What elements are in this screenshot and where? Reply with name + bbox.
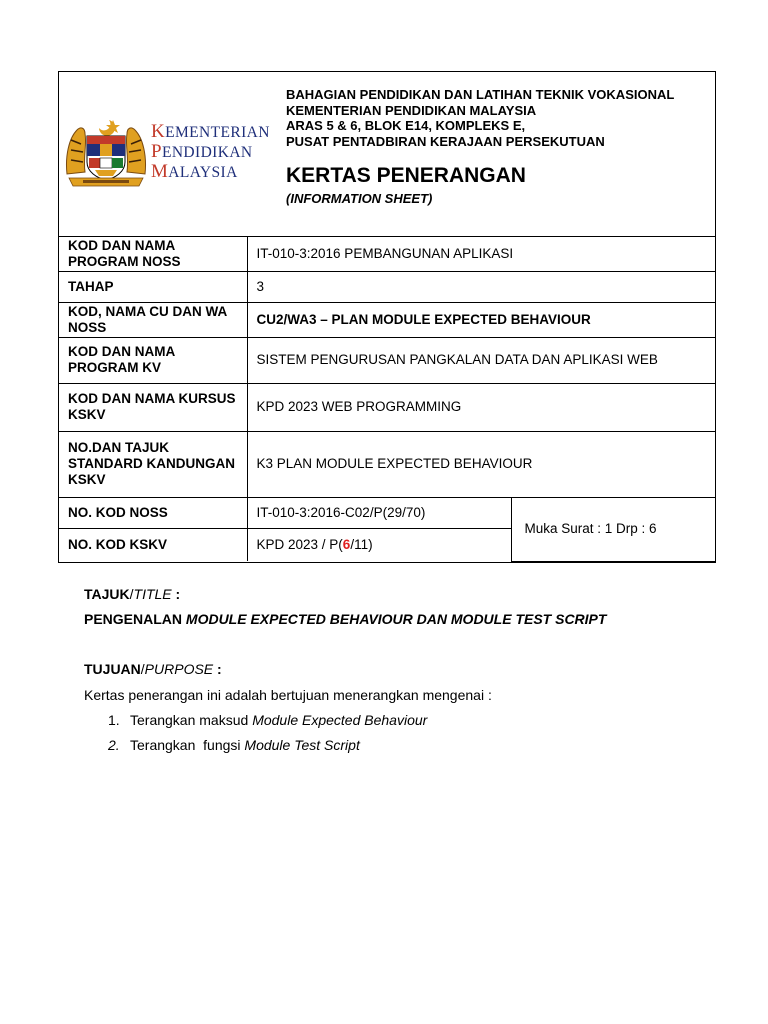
kskv-code-value <box>247 528 511 561</box>
row-label: KOD DAN NAMA PROGRAM NOSS <box>59 237 247 271</box>
title-colon: : <box>171 586 181 602</box>
row-value: 3 <box>247 271 715 302</box>
row-label: KOD DAN NAMA KURSUS KSKV <box>59 383 247 431</box>
row-value: K3 PLAN MODULE EXPECTED BEHAVIOUR <box>247 431 715 497</box>
list-term: Module Expected Behaviour <box>252 712 428 728</box>
kskv-code-label: NO. KOD KSKV <box>59 528 247 561</box>
document-title: KERTAS PENERANGAN <box>286 164 526 187</box>
logo-initial: P <box>151 141 162 162</box>
row-label: KOD DAN NAMA PROGRAM KV <box>59 337 247 383</box>
org-line: BAHAGIAN PENDIDIKAN DAN LATIHAN TEKNIK VOKASIONAL <box>286 87 675 102</box>
table-row <box>59 271 715 302</box>
list-prefix: Terangkan maksud <box>130 712 253 728</box>
table-row <box>59 237 715 271</box>
org-line: PUSAT PENTADBIRAN KERAJAAN PERSEKUTUAN <box>286 133 605 149</box>
list-item <box>108 737 360 753</box>
details-table <box>59 237 715 562</box>
table-row <box>59 302 715 337</box>
purpose-label-en: PURPOSE <box>144 661 214 677</box>
list-number: 1. <box>108 712 120 728</box>
table-row <box>59 497 715 528</box>
title-heading: TAJUK/TITLE : <box>84 586 181 602</box>
kskv-code-suffix: /11) <box>350 536 373 552</box>
kskv-code-prefix: KPD 2023 / P( <box>256 536 343 552</box>
document-subtitle: (INFORMATION SHEET) <box>286 191 433 206</box>
kskv-code-highlight: 6 <box>342 536 351 552</box>
logo-initial: M <box>151 161 169 182</box>
logo-line-1: KEMENTERIAN <box>151 121 270 142</box>
org-line: KEMENTERIAN PENDIDIKAN MALAYSIA <box>286 102 537 118</box>
list-prefix: Terangkan fungsi <box>130 737 245 753</box>
row-label: NO.DAN TAJUK STANDARD KANDUNGAN KSKV <box>59 431 247 497</box>
purpose-heading: TUJUAN/PURPOSE : <box>84 661 222 677</box>
title-text: MODULE EXPECTED BEHAVIOUR DAN MODULE TEST SCRIPT <box>185 611 607 627</box>
logo-line-3: MALAYSIA <box>151 161 238 182</box>
page-info: Muka Surat : 1 Drp : 6 <box>511 497 715 561</box>
purpose-colon: : <box>213 661 222 677</box>
row-label: TAHAP <box>59 271 247 302</box>
row-value: IT-010-3:2016 PEMBANGUNAN APLIKASI <box>247 237 715 271</box>
title-text-line <box>84 611 606 627</box>
organization-address <box>286 87 674 149</box>
sheet-header <box>59 72 715 237</box>
ministry-logo-text <box>151 122 270 182</box>
logo-initial: K <box>151 121 166 142</box>
ministry-logo <box>63 116 283 188</box>
row-value: SISTEM PENGURUSAN PANGKALAN DATA DAN APLIKASI WEB <box>247 337 715 383</box>
purpose-label: TUJUAN <box>84 661 141 677</box>
org-line: ARAS 5 & 6, BLOK E14, KOMPLEKS E, <box>286 118 526 133</box>
title-prefix: PENGENALAN <box>84 611 186 627</box>
table-row <box>59 383 715 431</box>
title-label: TAJUK <box>84 586 130 602</box>
coat-of-arms-icon <box>63 116 149 188</box>
row-label: KOD, NAMA CU DAN WA NOSS <box>59 302 247 337</box>
list-number: 2. <box>108 737 120 753</box>
table-row <box>59 337 715 383</box>
row-value: CU2/WA3 – PLAN MODULE EXPECTED BEHAVIOUR <box>247 302 715 337</box>
noss-code-value: IT-010-3:2016-C02/P(29/70) <box>247 497 511 528</box>
information-sheet-frame <box>58 71 716 563</box>
list-item <box>108 712 427 728</box>
noss-code-label: NO. KOD NOSS <box>59 497 247 528</box>
list-term: Module Test Script <box>244 737 360 753</box>
title-label-en: TITLE <box>133 586 172 602</box>
table-row <box>59 431 715 497</box>
purpose-intro: Kertas penerangan ini adalah bertujuan menerangkan mengenai : <box>84 687 492 703</box>
logo-line-2: PENDIDIKAN <box>151 141 253 162</box>
row-value: KPD 2023 WEB PROGRAMMING <box>247 383 715 431</box>
